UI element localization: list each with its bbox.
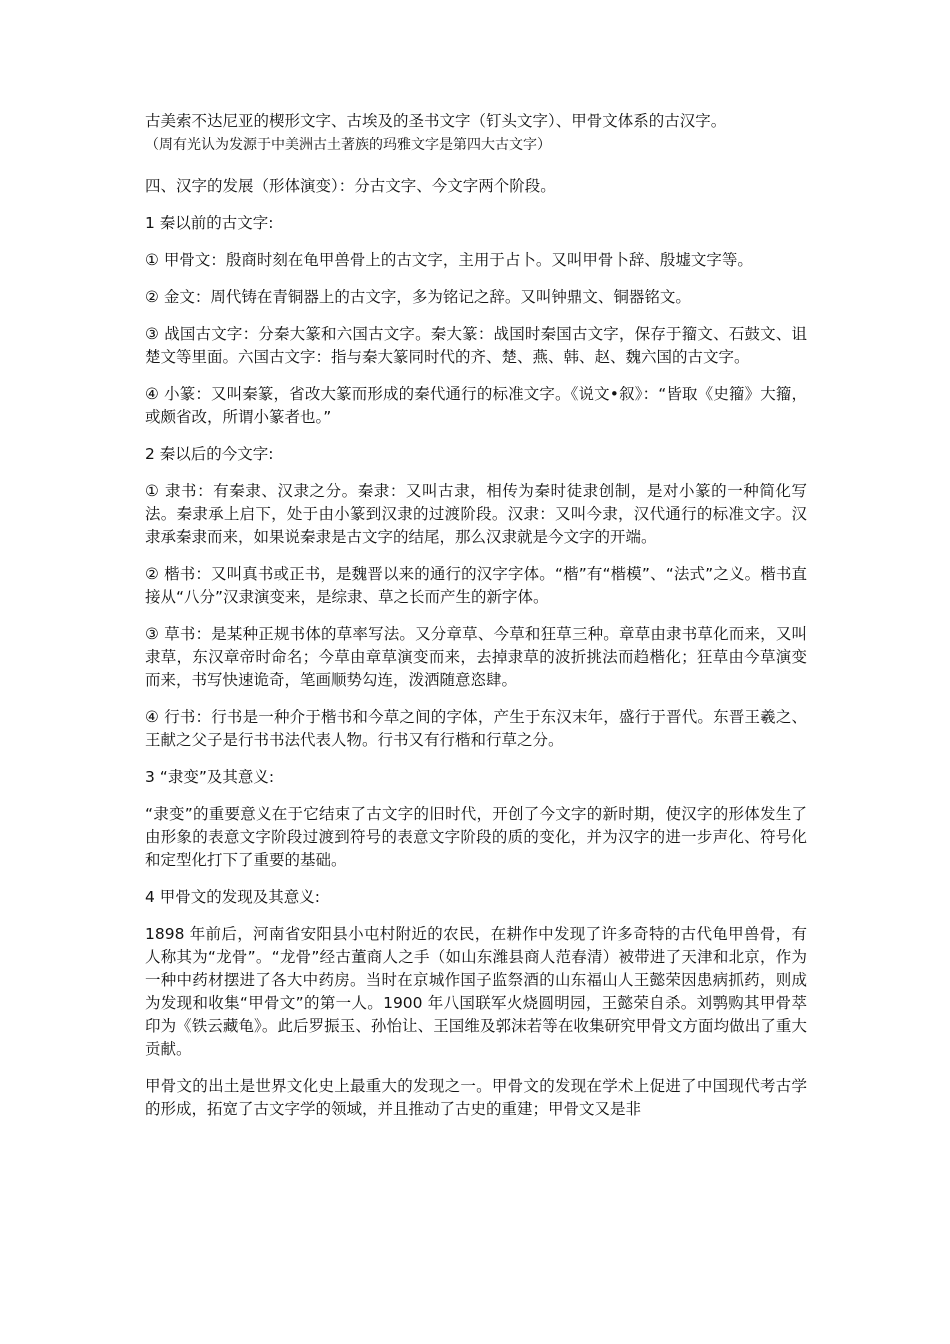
paragraph-discovery-history: 1898 年前后，河南省安阳县小屯村附近的农民，在耕作中发现了许多奇特的古代龟甲兽骨，有人称其为“龙骨”。“龙骨”经古董商人之手（如山东潍县商人范春清）被带进了天津和北京，作为一种中药材摆进了各大中药房。当时在京城作国子监祭酒的山东福山人王懿荣因患病抓药，则成为发现和收集“甲骨文”的第一人。1900 年八国联军火烧圆明园，王懿荣自杀。刘鹗购其甲骨萃印为《铁云藏龟》。此后罗振玉、孙怡让、王国维及郭沫若等在收集研究甲骨文方面均做出了重大贡献。: [145, 925, 807, 1058]
heading-pre-qin: 1 秦以前的古文字:: [145, 214, 274, 232]
heading-section-4: 四、汉字的发展（形体演变）：分古文字、今文字两个阶段。: [145, 177, 556, 195]
paragraph-regular: ② 楷书：又叫真书或正书，是魏晋以来的通行的汉字字体。“楷”有“楷模”、“法式”之义。楷书直接从“八分”汉隶演变来，是综隶、草之长而产生的新字体。: [145, 565, 807, 606]
paragraph-cursive: ③ 草书：是某种正规书体的草率写法。又分章草、今草和狂草三种。章草由隶书草化而来，又叫隶草，东汉章帝时命名；今草由章草演变而来，去掉隶草的波折挑法而趋楷化；狂草由今草演变而来，书写快速诡奇，笔画顺势勾连，泼洒随意恣肆。: [145, 625, 807, 689]
paragraph-ancient-scripts-note: （周有光认为发源于中美洲古土著族的玛雅文字是第四大古文字）: [145, 137, 551, 153]
paragraph-ancient-scripts-line1: 古美索不达尼亚的楔形文字、古埃及的圣书文字（钉头文字）、甲骨文体系的古汉字。: [145, 112, 727, 130]
paragraph-libian-meaning: “隶变”的重要意义在于它结束了古文字的旧时代，开创了今文字的新时期，使汉字的形体发生了由形象的表意文字阶段过渡到符号的表意文字阶段的质的变化，并为汉字的进一步声化、符号化和定型化打下了重要的基础。: [145, 805, 807, 869]
document-page: [145, 110, 807, 1135]
paragraph-small-seal: ④ 小篆：又叫秦篆，省改大篆而形成的秦代通行的标准文字。《说文•叙》：“皆取《史籀》大籀，或颇省改，所谓小篆者也。”: [145, 385, 807, 426]
paragraph-clerical: ① 隶书：有秦隶、汉隶之分。秦隶：又叫古隶，相传为秦时徒隶创制，是对小篆的一种简化写法。秦隶承上启下，处于由小篆到汉隶的过渡阶段。汉隶：又叫今隶，汉代通行的标准文字。汉隶承秦隶而来，如果说秦隶是古文字的结尾，那么汉隶就是今文字的开端。: [145, 482, 807, 546]
heading-post-qin: 2 秦以后的今文字:: [145, 445, 274, 463]
paragraph-discovery-significance: 甲骨文的出土是世界文化史上最重大的发现之一。甲骨文的发现在学术上促进了中国现代考古学的形成，拓宽了古文字学的领域，并且推动了古史的重建；甲骨文又是非: [145, 1077, 807, 1118]
heading-oracle-discovery: 4 甲骨文的发现及其意义:: [145, 888, 321, 906]
paragraph-running: ④ 行书：行书是一种介于楷书和今草之间的字体，产生于东汉末年，盛行于晋代。东晋王羲之、王献之父子是行书书法代表人物。行书又有行楷和行草之分。: [145, 708, 807, 749]
heading-libian: 3 “隶变”及其意义:: [145, 768, 275, 786]
paragraph-bronze-script: ② 金文：周代铸在青铜器上的古文字，多为铭记之辞。又叫钟鼎文、铜器铭文。: [145, 288, 691, 306]
paragraph-ancient-scripts: [145, 110, 807, 157]
paragraph-oracle-bone: ① 甲骨文：殷商时刻在龟甲兽骨上的古文字，主用于占卜。又叫甲骨卜辞、殷墟文字等。: [145, 251, 753, 269]
paragraph-warring-states: ③ 战国古文字：分秦大篆和六国古文字。秦大篆：战国时秦国古文字，保存于籀文、石鼓文、诅楚文等里面。六国古文字：指与秦大篆同时代的齐、楚、燕、韩、赵、魏六国的古文字。: [145, 325, 807, 366]
